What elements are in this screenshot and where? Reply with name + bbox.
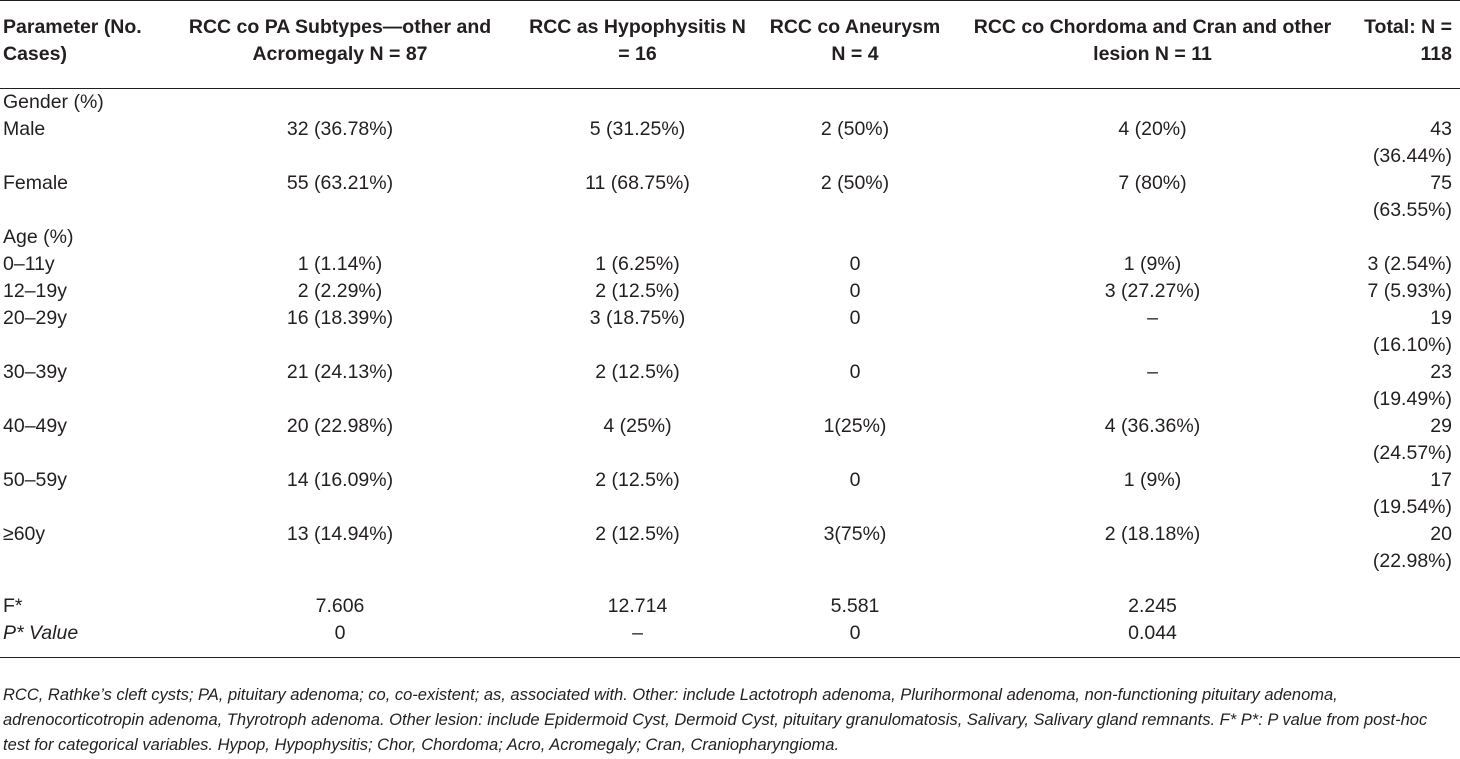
cell-total [1350, 620, 1460, 658]
row-label: Male [3, 118, 46, 140]
table-row [0, 620, 1460, 658]
cell-rcc-aneurysm: 0 [849, 253, 861, 275]
cell-rcc-aneurysm: 0 [849, 307, 861, 329]
cell-rcc-aneurysm: 2 (50%) [820, 118, 890, 140]
cell-rcc-pa: 2 (2.29%) [297, 280, 383, 302]
row-label: 30–39y [3, 361, 67, 383]
cell-rcc-aneurysm: 2 (50%) [820, 172, 890, 194]
table-body [0, 89, 1460, 658]
spacer-row [0, 575, 1460, 593]
section-label: Age (%) [3, 226, 74, 248]
header-rcc-chordoma: RCC co Chordoma and Cran and other lesion N = 11 [973, 16, 1332, 65]
cell-rcc-aneurysm: 1(25%) [823, 415, 887, 437]
cell-rcc-chordoma: 1 (9%) [1123, 253, 1182, 275]
cell-rcc-aneurysm: 0 [849, 622, 861, 644]
header-rcc-pa: RCC co PA Subtypes—other and Acromegaly N = 87 [188, 16, 492, 65]
table-row [0, 359, 1460, 413]
spacer-cell [0, 575, 1460, 593]
cell-rcc-pa: 16 (18.39%) [286, 307, 394, 329]
cell-total: 3 (2.54%) [1367, 253, 1452, 275]
cell-rcc-hypophysitis: 11 (68.75%) [585, 172, 690, 194]
cell-rcc-hypophysitis: 2 (12.5%) [595, 523, 680, 545]
row-label: F* [3, 595, 23, 617]
cell-rcc-chordoma: 7 (80%) [1118, 172, 1187, 194]
cell-rcc-chordoma: 0.044 [1128, 622, 1177, 644]
cell-rcc-pa: 14 (16.09%) [286, 469, 394, 491]
row-label: P* Value [3, 622, 79, 644]
cell-rcc-pa: 13 (14.94%) [286, 523, 394, 545]
cell-rcc-aneurysm: 0 [849, 280, 861, 302]
cell-rcc-aneurysm: 0 [849, 361, 861, 383]
table-header [0, 1, 1460, 89]
cell-rcc-hypophysitis: 2 (12.5%) [595, 469, 680, 491]
cell-rcc-pa: 55 (63.21%) [286, 172, 394, 194]
table-row [0, 413, 1460, 467]
cell-rcc-pa: 7.606 [315, 595, 365, 617]
cell-total: 20 (22.98%) [1372, 523, 1452, 572]
cell-rcc-hypophysitis: 1 (6.25%) [595, 253, 680, 275]
table-row [0, 116, 1460, 170]
header-total: Total: N = 118 [1364, 16, 1452, 65]
table-row [0, 278, 1460, 305]
cell-total: 17 (19.54%) [1372, 469, 1452, 518]
cell-total: 7 (5.93%) [1367, 280, 1452, 302]
cell-rcc-pa: 1 (1.14%) [297, 253, 383, 275]
row-label: ≥60y [3, 523, 46, 545]
table-row [0, 593, 1460, 620]
cell-rcc-chordoma: – [1147, 361, 1158, 383]
cell-rcc-hypophysitis: 12.714 [607, 595, 668, 617]
table-row [0, 170, 1460, 224]
section-label: Gender (%) [3, 91, 104, 113]
cell-rcc-hypophysitis: 5 (31.25%) [589, 118, 686, 140]
row-label: 40–49y [3, 415, 67, 437]
header-rcc-aneurysm: RCC co Aneurysm N = 4 [769, 16, 941, 65]
cell-total: 19 (16.10%) [1372, 307, 1452, 356]
cell-rcc-pa: 20 (22.98%) [286, 415, 394, 437]
cell-rcc-hypophysitis: – [632, 622, 643, 644]
cell-rcc-chordoma: 1 (9%) [1123, 469, 1182, 491]
table-footnote: RCC, Rathke’s cleft cysts; PA, pituitary adenoma; co, co-existent; as, associated with. Other: include Lactotroph adenoma, Plurihormonal adenoma, non-functioning pituitary adenoma, adrenocorticotropin adenoma, Thyrotroph adenoma. Other lesion: include Epidermoid Cyst, Dermoid Cyst, pituitary granulomatosis, Salivary, Salivary gland remnants. F* P*: P value from post-hoc test for categorical variables. Hypop, Hypophysitis; Chor, Chordoma; Acro, Acromegaly; Cran, Craniopharyngioma. [3, 686, 1428, 754]
cell-rcc-chordoma: – [1147, 307, 1158, 329]
cell-rcc-chordoma: 4 (20%) [1118, 118, 1187, 140]
cell-rcc-chordoma: 3 (27.27%) [1104, 280, 1201, 302]
cell-rcc-aneurysm: 5.581 [830, 595, 880, 617]
cell-rcc-hypophysitis: 3 (18.75%) [589, 307, 686, 329]
table-row [0, 467, 1460, 521]
cell-rcc-hypophysitis: 2 (12.5%) [595, 280, 680, 302]
cell-total: 23 (19.49%) [1372, 361, 1452, 410]
cell-rcc-chordoma: 2.245 [1128, 595, 1177, 617]
cell-total: 29 (24.57%) [1372, 415, 1452, 464]
cell-rcc-chordoma: 4 (36.36%) [1104, 415, 1201, 437]
cell-rcc-chordoma: 2 (18.18%) [1104, 523, 1201, 545]
cell-rcc-hypophysitis: 2 (12.5%) [595, 361, 680, 383]
row-label: 50–59y [3, 469, 67, 491]
row-label: 0–11y [3, 253, 55, 275]
cell-total: 75 (63.55%) [1372, 172, 1452, 221]
cell-rcc-aneurysm: 0 [849, 469, 861, 491]
cell-rcc-pa: 32 (36.78%) [286, 118, 394, 140]
header-rcc-hypophysitis: RCC as Hypophysitis N = 16 [529, 16, 746, 65]
section-row [0, 224, 1460, 251]
row-label: Female [3, 172, 69, 194]
header-parameter: Parameter (No. Cases) [3, 16, 142, 65]
cell-rcc-pa: 21 (24.13%) [286, 361, 394, 383]
cell-total [1350, 593, 1460, 620]
table-row [0, 521, 1460, 575]
cell-total: 43 (36.44%) [1372, 118, 1452, 167]
row-label: 12–19y [3, 280, 67, 302]
cell-rcc-pa: 0 [334, 622, 346, 644]
table-row [0, 251, 1460, 278]
section-row [0, 89, 1460, 117]
header-row [0, 1, 1460, 89]
row-label: 20–29y [3, 307, 67, 329]
table-row [0, 305, 1460, 359]
cell-rcc-hypophysitis: 4 (25%) [603, 415, 672, 437]
cell-rcc-aneurysm: 3(75%) [823, 523, 887, 545]
